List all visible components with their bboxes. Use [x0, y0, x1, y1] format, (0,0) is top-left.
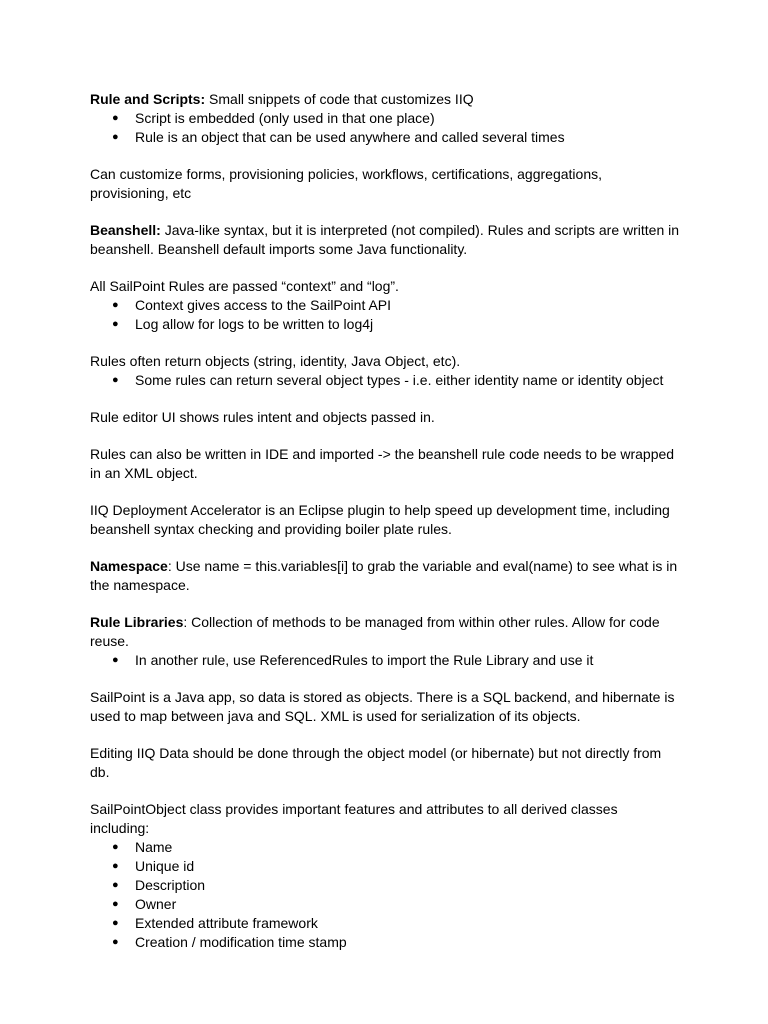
list-item: ● Log allow for logs to be written to log4j	[90, 315, 678, 334]
paragraph-editing-data: Editing IIQ Data should be done through the object model (or hibernate) but not directly from db.	[90, 745, 662, 780]
paragraph-deployment-accelerator: IIQ Deployment Accelerator is an Eclipse plugin to help speed up development time, including beanshell syntax checking and providing boiler plate rules.	[90, 502, 670, 537]
paragraph-java-app: SailPoint is a Java app, so data is stored as objects. There is a SQL backend, and hibernate is used to map between java and SQL. XML is used for serialization of its objects.	[90, 689, 675, 724]
paragraph-rule-and-scripts	[90, 90, 680, 109]
bullet-list	[90, 838, 678, 952]
heading-rule-and-scripts: Rule and Scripts:	[90, 91, 206, 107]
paragraph-customize: Can customize forms, provisioning policies, workflows, certifications, aggregations, provisioning, etc	[90, 166, 602, 201]
list-item: ● In another rule, use ReferencedRules to import the Rule Library and use it	[90, 651, 678, 670]
bullet-list	[90, 651, 678, 670]
list-item: ● Extended attribute framework	[90, 914, 678, 933]
bullet-list	[90, 109, 678, 147]
bullet-list	[90, 371, 678, 390]
paragraph-rule-libraries	[90, 613, 680, 651]
paragraph-text: Small snippets of code that customizes IIQ	[205, 91, 474, 107]
list-item: ● Description	[90, 876, 678, 895]
paragraph-beanshell	[90, 221, 680, 259]
paragraph-return-objects: Rules often return objects (string, identity, Java Object, etc).	[90, 353, 461, 369]
heading-namespace: Namespace	[90, 558, 168, 574]
bullet-list	[90, 296, 678, 334]
paragraph-sailpointobject: SailPointObject class provides important features and attributes to all derived classes including:	[90, 801, 618, 836]
heading-beanshell: Beanshell:	[90, 222, 161, 238]
paragraph-text: : Use name = this.variables[i] to grab the variable and eval(name) to see what is in the namespace.	[90, 558, 678, 593]
paragraph-namespace	[90, 557, 680, 595]
list-item: ● Owner	[90, 895, 678, 914]
paragraph-text: Java-like syntax, but it is interpreted (not compiled). Rules and scripts are written in beanshell. Beanshell default imports some Java functionality.	[90, 222, 680, 257]
paragraph-context-log: All SailPoint Rules are passed “context” and “log”.	[90, 278, 399, 294]
list-item: ● Some rules can return several object types - i.e. either identity name or identity object	[90, 371, 678, 390]
list-item: ● Unique id	[90, 857, 678, 876]
list-item: ● Script is embedded (only used in that one place)	[90, 109, 678, 128]
heading-rule-libraries: Rule Libraries	[90, 614, 184, 630]
list-item: ● Context gives access to the SailPoint API	[90, 296, 678, 315]
list-item: ● Name	[90, 838, 678, 857]
list-item: ● Creation / modification time stamp	[90, 933, 678, 952]
paragraph-ide: Rules can also be written in IDE and imported -> the beanshell rule code needs to be wrapped in an XML object.	[90, 446, 675, 481]
paragraph-rule-editor: Rule editor UI shows rules intent and objects passed in.	[90, 409, 435, 425]
list-item: ● Rule is an object that can be used anywhere and called several times	[90, 128, 678, 147]
paragraph-text: : Collection of methods to be managed from within other rules. Allow for code reuse.	[90, 614, 660, 649]
